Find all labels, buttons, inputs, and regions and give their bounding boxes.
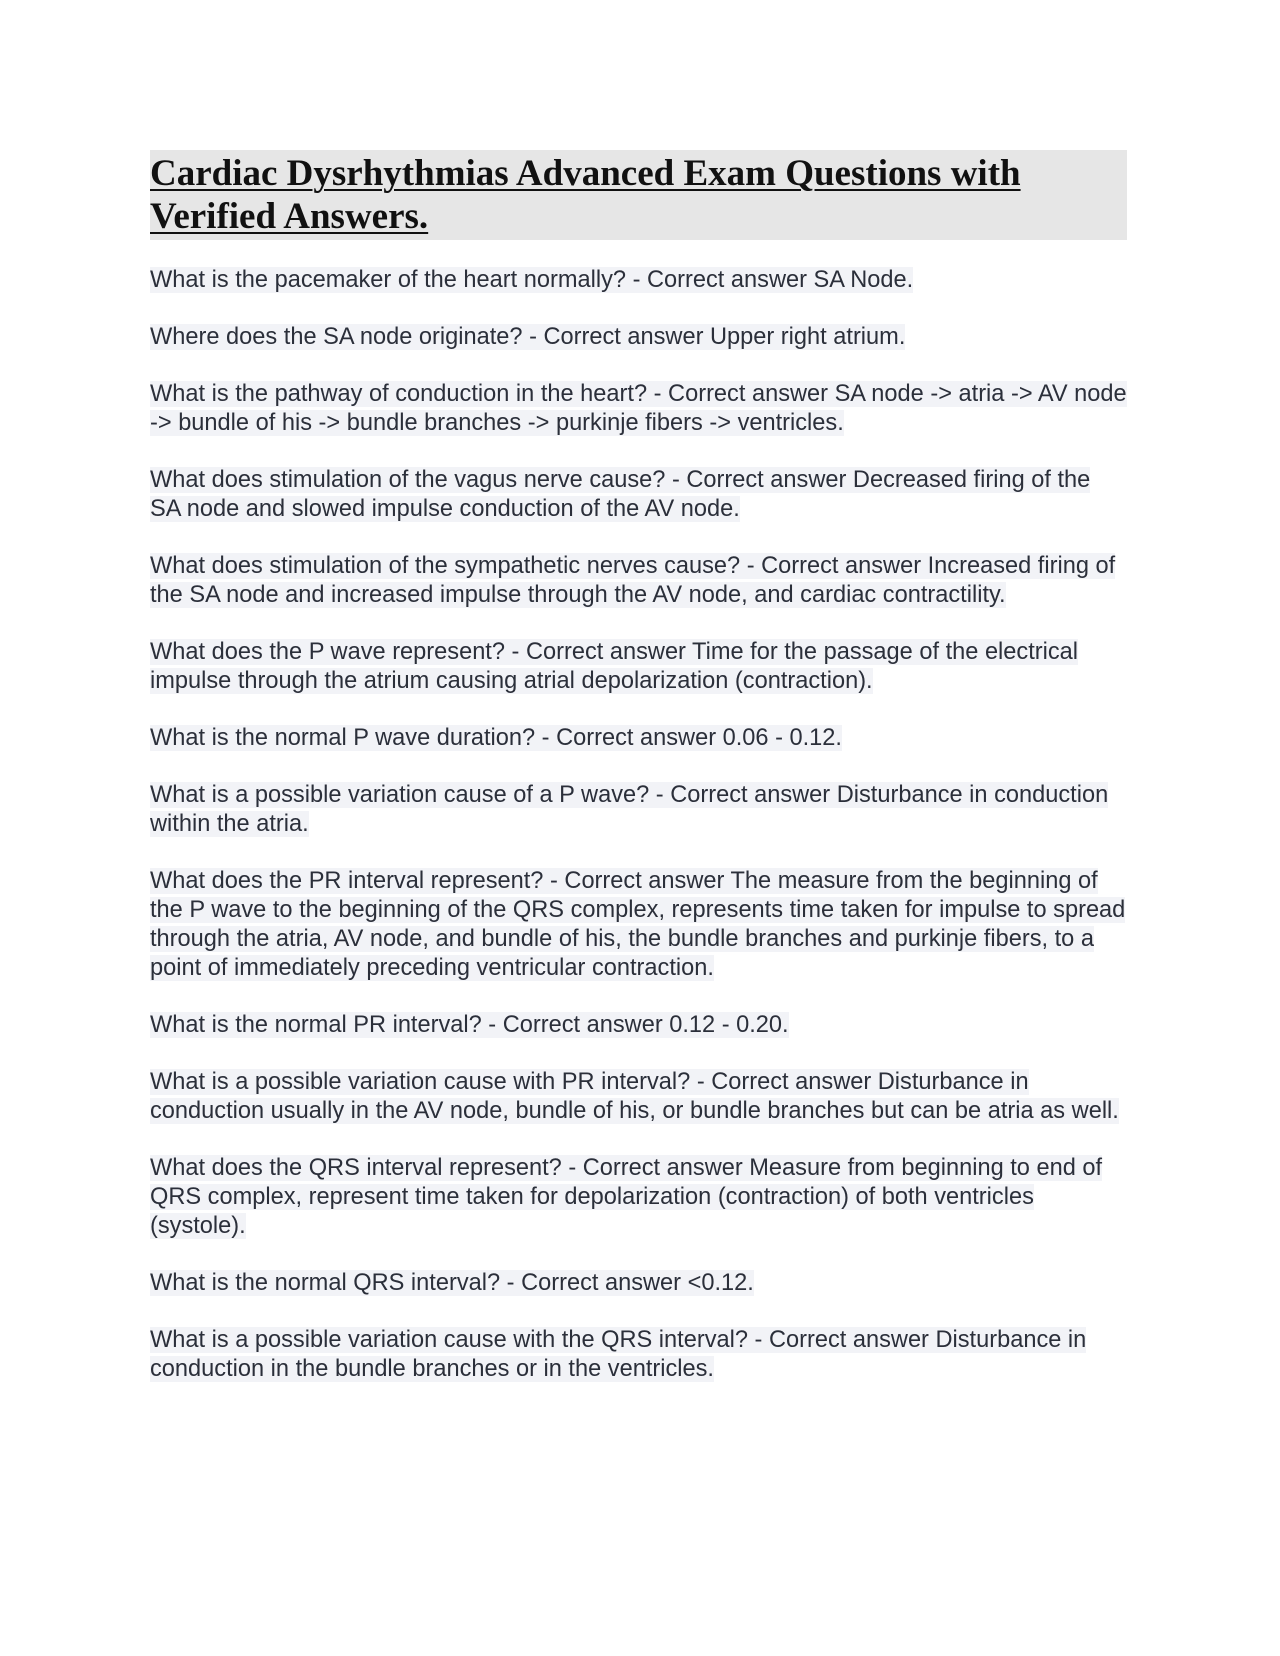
- qa-item: [150, 1269, 1127, 1298]
- qa-item: [150, 867, 1127, 983]
- qa-list: [150, 266, 1127, 1384]
- qa-item: [150, 1154, 1127, 1241]
- qa-text: What is the pathway of conduction in the heart? - Correct answer SA node -> atria -> AV node -> bundle of his -> bundle branches -> purkinje fibers -> ventricles.: [150, 381, 1127, 436]
- qa-text: What is the normal P wave duration? - Correct answer 0.06 - 0.12.: [150, 725, 842, 751]
- qa-item: [150, 781, 1127, 839]
- qa-item: [150, 552, 1127, 610]
- qa-text: What does the PR interval represent? - Correct answer The measure from the beginning of the P wave to the beginning of the QRS complex, represents time taken for impulse to spread through the atria, AV node, and bundle of his, the bundle branches and purkinje fibers, to a point of immediately preceding ventricular contraction.: [150, 868, 1126, 981]
- document-title: Cardiac Dysrhythmias Advanced Exam Questions with Verified Answers.: [150, 153, 1021, 237]
- qa-item: [150, 724, 1127, 753]
- qa-text: What does stimulation of the sympathetic nerves cause? - Correct answer Increased firing of the SA node and increased impulse through the AV node, and cardiac contractility.: [150, 553, 1116, 608]
- qa-item: [150, 323, 1127, 352]
- qa-item: [150, 638, 1127, 696]
- document-page: [150, 150, 1127, 1412]
- qa-text: What does the P wave represent? - Correct answer Time for the passage of the electrical impulse through the atrium causing atrial depolarization (contraction).: [150, 639, 1079, 694]
- qa-item: [150, 266, 1127, 295]
- qa-text: What is a possible variation cause with PR interval? - Correct answer Disturbance in conduction usually in the AV node, bundle of his, or bundle branches but can be atria as well.: [150, 1069, 1119, 1124]
- qa-text: What does the QRS interval represent? - Correct answer Measure from beginning to end of QRS complex, represent time taken for depolarization (contraction) of both ventricles (systole).: [150, 1155, 1103, 1239]
- qa-text: Where does the SA node originate? - Correct answer Upper right atrium.: [150, 324, 906, 350]
- qa-item: [150, 1326, 1127, 1384]
- qa-text: What is the normal PR interval? - Correct answer 0.12 - 0.20.: [150, 1012, 789, 1038]
- qa-item: [150, 466, 1127, 524]
- qa-item: [150, 1068, 1127, 1126]
- qa-text: What is a possible variation cause of a P wave? - Correct answer Disturbance in conduction within the atria.: [150, 782, 1109, 837]
- qa-item: [150, 380, 1127, 438]
- qa-text: What is the normal QRS interval? - Correct answer <0.12.: [150, 1270, 754, 1296]
- qa-text: What does stimulation of the vagus nerve cause? - Correct answer Decreased firing of the SA node and slowed impulse conduction of the AV node.: [150, 467, 1091, 522]
- title-band: [150, 150, 1127, 240]
- qa-text: What is a possible variation cause with the QRS interval? - Correct answer Disturbance in conduction in the bundle branches or in the ventricles.: [150, 1327, 1087, 1382]
- qa-item: [150, 1011, 1127, 1040]
- qa-text: What is the pacemaker of the heart normally? - Correct answer SA Node.: [150, 267, 914, 293]
